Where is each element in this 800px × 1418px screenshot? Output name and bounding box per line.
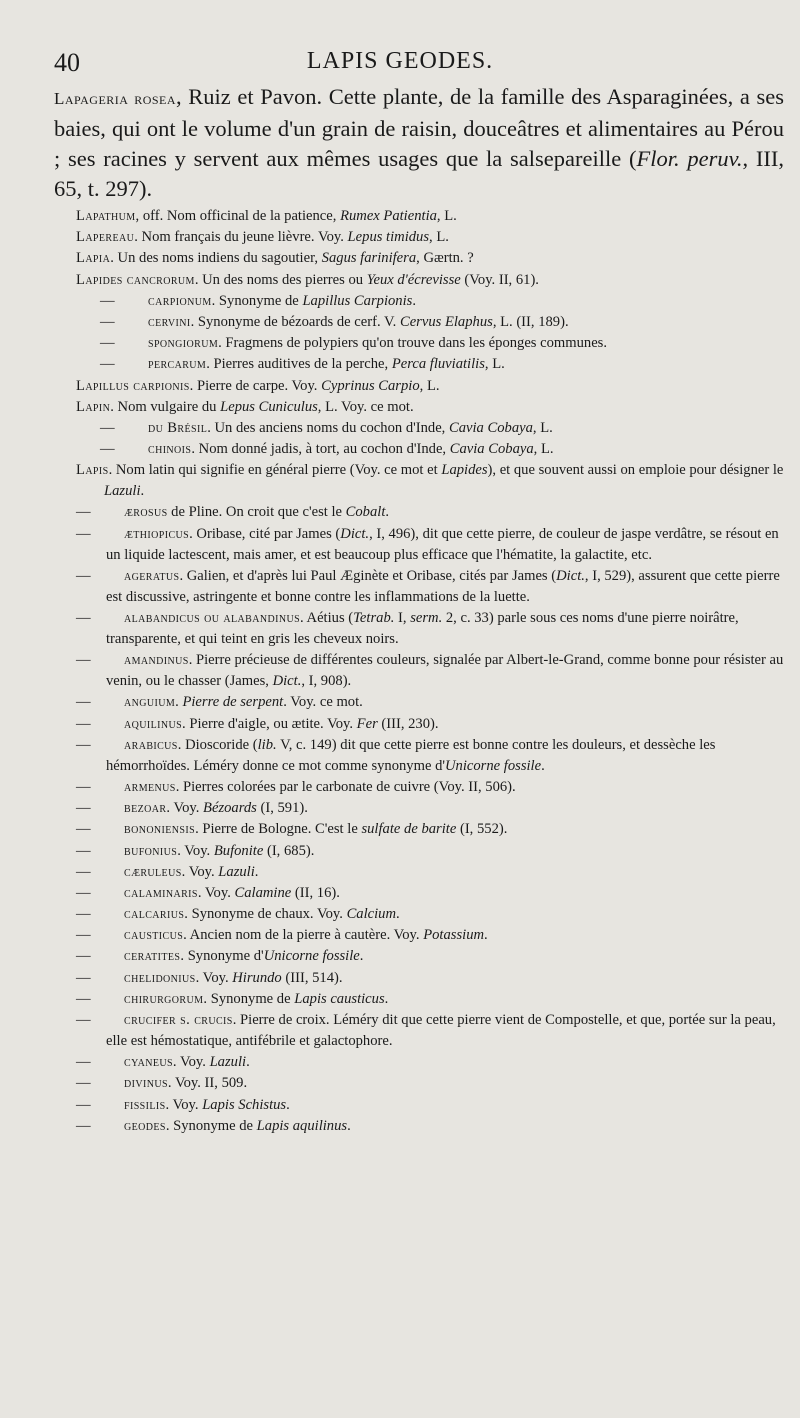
entry-text: . Voy.: [166, 800, 204, 817]
entry-headword: ærosus: [124, 504, 168, 521]
entry-headword: Lapereau: [76, 229, 135, 246]
entry-italic: Dict.: [556, 567, 585, 584]
entry-headword: chelidonius: [124, 969, 196, 986]
entry-dash: —: [76, 652, 91, 669]
entry-dash: —: [76, 504, 91, 521]
entry-text: . Dioscoride (: [177, 736, 258, 753]
entry-text: . Oribase, cité par James (: [189, 525, 341, 542]
entry-text: , off. Nom officinal de la patience,: [135, 208, 341, 224]
entry-dash: —: [76, 990, 91, 1007]
entry-text: . Voy.: [197, 884, 235, 901]
entry-headword: crucifer s. crucis: [124, 1012, 233, 1028]
entry-text: .: [541, 757, 545, 774]
dictionary-entry: [76, 248, 784, 269]
entry-text: . Synonyme de bézoards de cerf. V.: [190, 313, 400, 330]
entry-text: de Pline. On croit que c'est le: [167, 504, 346, 521]
entry-dash: —: [76, 567, 91, 584]
entry-headword: bezoar: [124, 800, 167, 817]
dictionary-entry: [76, 376, 784, 397]
dictionary-entry: [76, 883, 784, 904]
dictionary-entry: [76, 819, 784, 840]
entry-headword: arabicus: [124, 736, 178, 753]
entry-text: . Nom vulgaire du: [110, 398, 221, 415]
entry-italic: Dict.: [340, 525, 370, 542]
dictionary-entry: [76, 460, 784, 502]
entry-dash: —: [76, 906, 91, 923]
entry-text: (III, 514).: [281, 969, 343, 986]
entry-dash: —: [76, 800, 91, 817]
entry-headword: Lapathum: [76, 208, 136, 224]
entry-text: (Voy. II, 61).: [460, 271, 539, 288]
entry-headword: du Brésil: [148, 419, 208, 436]
entry-text: . Synonyme de chaux. Voy.: [184, 906, 347, 923]
entry-headword: Lapillus carpionis: [76, 377, 190, 394]
entry-text: .: [286, 1096, 290, 1113]
entry-headword: alabandicus ou alabandinus: [124, 610, 301, 626]
entry-text: . Pierre de croix. Léméry dit que cette pierre vient de Compostelle, et que, portée sur la peau, elle est hémostatique, antifébrile et galactophore.: [106, 1012, 776, 1049]
dictionary-entry: [100, 333, 784, 354]
entry-text: . Voy.: [172, 1054, 210, 1071]
entry-headword: divinus: [124, 1075, 168, 1092]
entry-italic: Perca fluviatilis: [391, 356, 485, 373]
entry-italic: Lepus timidus: [347, 229, 430, 246]
entry-italic: Lapis causticus: [294, 990, 385, 1007]
lead-ref-tail: , III, 65, t. 297).: [54, 146, 785, 201]
entry-text: . Voy.: [177, 842, 214, 859]
entry-text: , L.: [484, 356, 505, 373]
entry-headword: Lapia: [76, 250, 111, 267]
entry-text: , L. Voy. ce mot.: [317, 398, 414, 415]
entry-dash: —: [76, 610, 91, 626]
entry-dash: —: [76, 715, 91, 732]
entry-text: ), et que souvent aussi on emploie pour désigner le: [487, 462, 784, 479]
entry-text: . Pierres colorées par le carbonate de cuivre (Voy. II, 506).: [175, 778, 516, 795]
entry-headword: calcarius: [124, 906, 185, 923]
entry-dash: —: [100, 292, 115, 309]
entry-headword: ceratites: [124, 948, 181, 965]
entry-italic: Lapides: [441, 462, 488, 479]
dictionary-entry: [76, 566, 784, 608]
dictionary-entry: [76, 798, 784, 819]
entry-text: , L.: [419, 377, 440, 394]
entry-dash: —: [76, 736, 91, 753]
running-title: LAPIS GEODES.: [306, 48, 494, 74]
entry-italic: Cyprinus Carpio: [321, 377, 420, 394]
entry-italic: Tetrab.: [353, 610, 395, 626]
entry-dash: —: [76, 1075, 91, 1092]
dictionary-entry: [76, 946, 784, 967]
dictionary-entry: [76, 608, 784, 650]
entry-italic: Calcium: [346, 906, 397, 923]
entry-headword: chirurgorum: [124, 990, 204, 1007]
entry-italic: Lapis Schistus: [202, 1096, 287, 1113]
entry-italic: Cobalt: [345, 504, 386, 521]
entry-text: . Un des noms indiens du sagoutier,: [110, 250, 322, 267]
entry-headword: bufonius: [124, 842, 178, 859]
entry-dash: —: [76, 778, 91, 795]
entry-text: . Aétius (: [300, 610, 354, 626]
entry-text: . Fragmens de polypiers qu'on trouve dans les éponges communes.: [218, 335, 608, 352]
entry-text: 2, c. 33) parle sous ces noms d'une pierre noirâtre, transparente, et qui teint en gris les cheveux noirs.: [106, 610, 739, 647]
dictionary-entry: [76, 714, 784, 735]
entry-text: .: [385, 504, 390, 521]
dictionary-entry: [76, 904, 784, 925]
entry-headword: Lapin: [76, 398, 111, 415]
entry-text: , I, 908).: [301, 673, 352, 690]
dictionary-entry: [76, 968, 784, 989]
lead-term: Lapageria rosea: [54, 89, 177, 108]
entry-headword: percarum: [148, 356, 207, 373]
entry-text: . Pierre précieuse de différentes couleurs, signalée par Albert-le-Grand, comme bonne pour résister au venin, ou le chasser (James,: [106, 652, 784, 690]
lead-ref: Flor. peruv.: [636, 146, 743, 171]
entry-text: . Synonyme d': [180, 948, 264, 965]
entry-italic: Fer: [356, 715, 378, 732]
entry-dash: —: [76, 1012, 91, 1028]
entry-headword: cæruleus: [124, 863, 182, 880]
entry-italic: Lepus Cuniculus: [220, 398, 318, 415]
entry-italic: Dict.: [272, 673, 302, 690]
entry-italic: Potassium: [423, 927, 485, 944]
dictionary-entry: [76, 206, 784, 227]
entry-text: I,: [394, 610, 411, 626]
entry-text: .: [254, 863, 259, 880]
dictionary-entry: [76, 650, 784, 692]
entry-text: . Voy.: [195, 969, 233, 986]
entry-text: , I, 529), assurent que cette pierre est discussive, astringente et bonne contre les inflammations de la luette.: [106, 567, 780, 605]
entry-dash: —: [76, 525, 91, 542]
dictionary-entry: [76, 841, 784, 862]
entry-text: . Galien, et d'après lui Paul Æginète et Oribase, cités par James (: [179, 567, 557, 584]
entry-text: (III, 230).: [377, 715, 439, 732]
entry-text: . Un des noms des pierres ou: [194, 271, 367, 288]
entry-dash: —: [76, 948, 91, 965]
dictionary-entry: [76, 227, 784, 248]
entry-dash: —: [100, 335, 115, 352]
entry-headword: Lapis: [76, 462, 109, 479]
entry-text: . Voy.: [181, 863, 219, 880]
entry-text: (II, 16).: [291, 884, 340, 901]
entry-text: (I, 685).: [263, 842, 315, 859]
entry-dash: —: [76, 927, 91, 944]
entry-text: (I, 552).: [456, 821, 508, 838]
entry-italic: serm.: [410, 610, 443, 626]
entry-headword: ageratus: [124, 567, 180, 584]
entry-text: .: [175, 694, 183, 711]
entry-italic: Sagus farinifera: [321, 250, 417, 267]
entry-text: .: [484, 927, 488, 944]
entry-text: .: [246, 1054, 250, 1071]
dictionary-entry: [100, 439, 784, 460]
entry-text: . Pierres auditives de la perche,: [206, 356, 392, 373]
dictionary-entry: [76, 1010, 784, 1052]
entry-dash: —: [76, 884, 91, 901]
dictionary-entry: [76, 692, 784, 713]
entry-text: , L.: [533, 441, 554, 458]
entry-headword: chinois: [148, 441, 192, 458]
entry-italic: Bézoards: [203, 800, 257, 817]
entry-text: . Nom français du jeune lièvre. Voy.: [134, 229, 348, 246]
entry-dash: —: [76, 821, 91, 838]
entry-text: . Voy.: [165, 1096, 203, 1113]
entry-italic: Cervus Elaphus: [399, 313, 493, 330]
entry-dash: —: [76, 969, 91, 986]
dictionary-entry: [76, 1095, 784, 1116]
entry-italic: Lapillus Carpionis: [302, 292, 413, 309]
dictionary-entry: [100, 418, 784, 439]
dictionary-entry: [76, 397, 784, 418]
entry-dash: —: [100, 356, 115, 373]
dictionary-entry: [76, 524, 784, 566]
entry-dash: —: [100, 419, 115, 436]
entry-dash: —: [76, 1054, 91, 1071]
entry-text: V, c. 149) dit que cette pierre est bonne contre les douleurs, et dessèche les hémorrhoïdes. Léméry donne ce mot comme synonyme d': [106, 736, 716, 774]
entry-headword: cervini: [148, 313, 191, 330]
entry-text: . Voy. ce mot.: [283, 694, 363, 711]
dictionary-entry: [100, 312, 784, 333]
dictionary-entry: [100, 354, 784, 375]
entry-text: , L. (II, 189).: [492, 313, 569, 330]
entry-text: .: [384, 990, 389, 1007]
entry-text: . Voy. II, 509.: [167, 1075, 248, 1092]
dictionary-entry: [100, 291, 784, 312]
entry-text: . Synonyme de: [203, 990, 295, 1007]
entry-headword: calaminaris: [124, 884, 198, 901]
entry-headword: bononiensis: [124, 821, 196, 838]
entry-italic: sulfate de barite: [361, 821, 457, 838]
entry-text: . Synonyme de: [211, 292, 303, 309]
entry-text: , L.: [532, 419, 553, 436]
dictionary-entry: [76, 270, 784, 291]
entry-text: .: [396, 906, 400, 923]
dictionary-entry: [76, 1116, 784, 1137]
dictionary-entry: [76, 1073, 784, 1094]
entry-headword: carpionum: [148, 292, 212, 309]
entry-dash: —: [100, 441, 115, 458]
entry-text: . Pierre d'aigle, ou ætite. Voy.: [182, 715, 357, 732]
entry-italic: Pierre de serpent: [182, 694, 284, 711]
entry-text: .: [140, 483, 145, 500]
entry-headword: Lapides cancrorum: [76, 271, 195, 288]
entry-text: . Ancien nom de la pierre à cautère. Voy.: [183, 927, 424, 944]
dictionary-entry: [76, 735, 784, 777]
entry-text: , Gærtn. ?: [416, 250, 474, 267]
page-number: 40: [54, 48, 80, 77]
entry-dash: —: [100, 313, 115, 330]
entry-italic: Rumex Patientia: [340, 208, 437, 224]
entry-italic: lib.: [257, 736, 277, 753]
entry-italic: Unicorne fossile: [263, 948, 360, 965]
entry-italic: Lazuli: [209, 1054, 247, 1071]
entry-italic: Lapis aquilinus: [256, 1117, 348, 1134]
dictionary-entry: [76, 862, 784, 883]
dictionary-entry: [76, 925, 784, 946]
entry-text: . Pierre de Bologne. C'est le: [195, 821, 362, 838]
entry-dash: —: [76, 863, 91, 880]
entry-text: .: [412, 292, 416, 309]
entry-text: , L.: [436, 208, 457, 224]
entry-headword: aquilinus: [124, 715, 183, 732]
entry-headword: cyaneus: [124, 1054, 173, 1071]
entry-dash: —: [76, 1117, 91, 1134]
entry-text: . Nom donné jadis, à tort, au cochon d'Inde,: [191, 441, 450, 458]
entry-text: . Nom latin qui signifie en général pierre (Voy. ce mot et: [108, 462, 442, 479]
entry-headword: æthiopicus: [124, 525, 190, 542]
entry-headword: causticus: [124, 927, 184, 944]
entry-dash: —: [76, 694, 91, 711]
entry-text: . Synonyme de: [165, 1117, 257, 1134]
entry-headword: armenus: [124, 778, 176, 795]
dictionary-entry: [76, 502, 784, 523]
entry-headword: fissilis: [124, 1096, 166, 1113]
entry-headword: anguium: [124, 694, 176, 711]
dictionary-entries: [76, 206, 784, 1137]
dictionary-entry: [76, 777, 784, 798]
entry-italic: Yeux d'écrevisse: [366, 271, 461, 288]
entry-italic: Hirundo: [232, 969, 282, 986]
dictionary-entry: [76, 989, 784, 1010]
entry-text: , L.: [429, 229, 449, 246]
entry-text: .: [359, 948, 364, 965]
dictionary-entry: [76, 1052, 784, 1073]
entry-headword: spongiorum: [148, 335, 219, 352]
entry-text: (I, 591).: [256, 800, 308, 817]
entry-italic: Calamine: [234, 884, 292, 901]
entry-italic: Bufonite: [213, 842, 264, 859]
entry-italic: Cavia Cobaya: [449, 441, 534, 458]
entry-text: . Pierre de carpe. Voy.: [189, 377, 322, 394]
entry-dash: —: [76, 842, 91, 859]
entry-dash: —: [76, 1096, 91, 1113]
lead-paragraph: [54, 82, 784, 204]
entry-text: . Un des anciens noms du cochon d'Inde,: [207, 419, 449, 436]
entry-italic: Lazuli: [218, 863, 255, 880]
entry-text: , I, 496), dit que cette pierre, de couleur de jaspe verdâtre, se résout en un liquide lactescent, mais amer, et est beaucoup plus efficace que l'hématite, la galactite, etc.: [106, 525, 779, 563]
entry-italic: Lazuli: [104, 483, 141, 500]
entry-italic: Unicorne fossile: [445, 757, 542, 774]
entry-headword: geodes: [124, 1117, 166, 1134]
entry-text: .: [347, 1117, 351, 1134]
entry-italic: Cavia Cobaya: [448, 419, 533, 436]
lead-text: , Ruiz et Pavon. Cette plante, de la famille des Asparaginées, a ses baies, qui ont le volume d'un grain de raisin, douceâtres et alimentaires au Pérou ; ses racines y servent aux mêmes usages que la salsepareille (: [54, 84, 784, 171]
entry-headword: amandinus: [124, 652, 189, 669]
